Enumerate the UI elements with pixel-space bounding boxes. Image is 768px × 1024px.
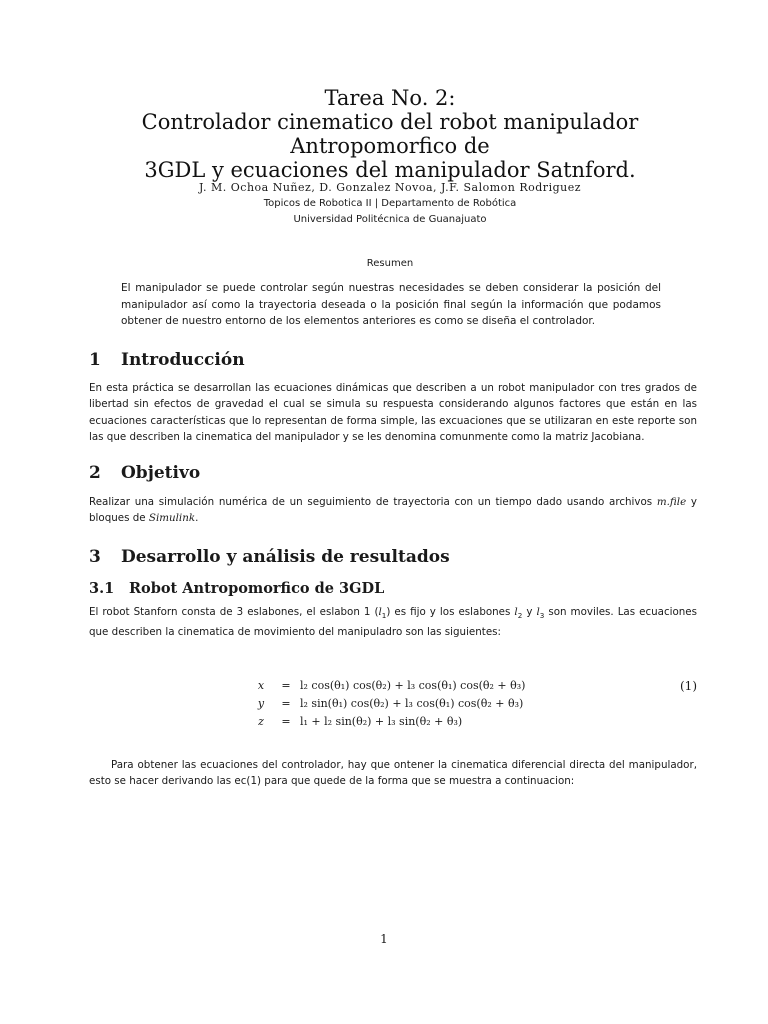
- equation-row-y: [250, 697, 525, 715]
- section-number: 2: [89, 463, 101, 483]
- section-2-heading: [89, 463, 200, 483]
- objective-text-c: .: [195, 512, 199, 525]
- objective-text-b: y bloques de: [89, 496, 697, 525]
- title-line-3: 3GDL y ecuaciones del manipulador Satnford.: [144, 158, 636, 182]
- equation-lhs: z: [258, 715, 264, 728]
- l2-symbol: l: [514, 606, 518, 618]
- section-number: 3: [89, 547, 101, 567]
- mfile-term: m.file: [656, 496, 687, 508]
- simulink-term: Simulink: [148, 512, 196, 525]
- section-number: 1: [89, 350, 101, 370]
- text-y: y: [522, 606, 537, 618]
- l3-subscript: 3: [539, 611, 545, 621]
- subsection-3-1-heading: [89, 580, 384, 597]
- equation-lhs: x: [257, 679, 265, 692]
- objective-text-a: Realizar una simulación numérica de un seguimiento de trayectoria con un tiempo dado usando archivos: [89, 496, 657, 508]
- authors: J. M. Ochoa Nuñez, D. Gonzalez Novoa, J.F. Salomon Rodriguez: [198, 181, 582, 194]
- subsection-3-1-text: [89, 604, 697, 641]
- equation-row-z: [250, 715, 525, 733]
- equation-op: =: [281, 679, 291, 692]
- section-title: Introducción: [121, 350, 245, 370]
- equation-row-x: [250, 679, 525, 697]
- text-part-1: El robot Stanforn consta de 3 eslabones, el eslabon 1 (: [89, 606, 379, 618]
- equation-number: (1): [680, 679, 697, 693]
- section-1-heading: [89, 350, 245, 370]
- equation-rhs: l₂ cos(θ₁) cos(θ₂) + l₃ cos(θ₁) cos(θ₂ + θ₃): [300, 679, 526, 692]
- post-equation-text: Para obtener las ecuaciones del controlador, hay que ontener la cinematica diferencial directa del manipulador, esto se hacer derivando las ec(1) para que quede de la forma que se muestra a continuacion:: [89, 759, 697, 788]
- affiliation-university: Universidad Politécnica de Guanajuato: [293, 214, 487, 225]
- paper-title: [80, 86, 700, 182]
- equation-rhs: l₂ sin(θ₁) cos(θ₂) + l₃ cos(θ₁) cos(θ₂ + θ₃): [300, 697, 524, 710]
- equation-block: [250, 679, 525, 733]
- section-3-heading: [89, 547, 450, 567]
- subsection-title: Robot Antropomorfico de 3GDL: [129, 580, 385, 597]
- l2-subscript: 2: [517, 611, 523, 621]
- text-part-2: ) es fijo y los eslabones: [386, 606, 515, 618]
- title-line-1: Tarea No. 2:: [324, 86, 456, 110]
- affiliation-department: Topicos de Robotica II | Departamento de Robótica: [263, 198, 517, 209]
- l1-subscript: 1: [381, 611, 387, 621]
- title-line-2: Controlador cinematico del robot manipulador Antropomorfico de: [141, 110, 639, 158]
- section-title: Desarrollo y análisis de resultados: [121, 547, 450, 567]
- equation-op: =: [281, 715, 291, 728]
- text-part-3: son moviles. Las ecuaciones que describen la cinematica de movimiento del manipuladro son las siguientes:: [89, 606, 698, 639]
- section-2-text: [89, 494, 697, 527]
- l3-symbol: l: [536, 606, 540, 618]
- abstract-heading: Resumen: [366, 258, 414, 269]
- equation-rhs: l₁ + l₂ sin(θ₂) + l₃ sin(θ₂ + θ₃): [300, 715, 463, 728]
- subsection-number: 3.1: [89, 580, 115, 597]
- section-1-text: En esta práctica se desarrollan las ecuaciones dinámicas que describen a un robot manipulador con tres grados de libertad sin efectos de gravedad el cual se simula su respuesta considerando algunos factores que están en las ecuaciones características que lo representan de forma simple, las excuaciones que se utilizaran en este reporte son las que describen la cinematica del manipulador y se les denomina comunmente como la matriz Jacobiana.: [89, 382, 697, 443]
- l1-symbol: l: [378, 606, 382, 618]
- page-number: 1: [380, 932, 388, 946]
- equation-lhs: y: [257, 697, 265, 710]
- abstract-text: El manipulador se puede controlar según nuestras necesidades se deben considerar la posición del manipulador así como la trayectoria deseada o la posición final según la información que podamos obtener de nuestro entorno de los elementos anteriores es como se diseña el controlador.: [121, 282, 661, 327]
- section-title: Objetivo: [121, 463, 201, 483]
- equation-op: =: [281, 697, 291, 710]
